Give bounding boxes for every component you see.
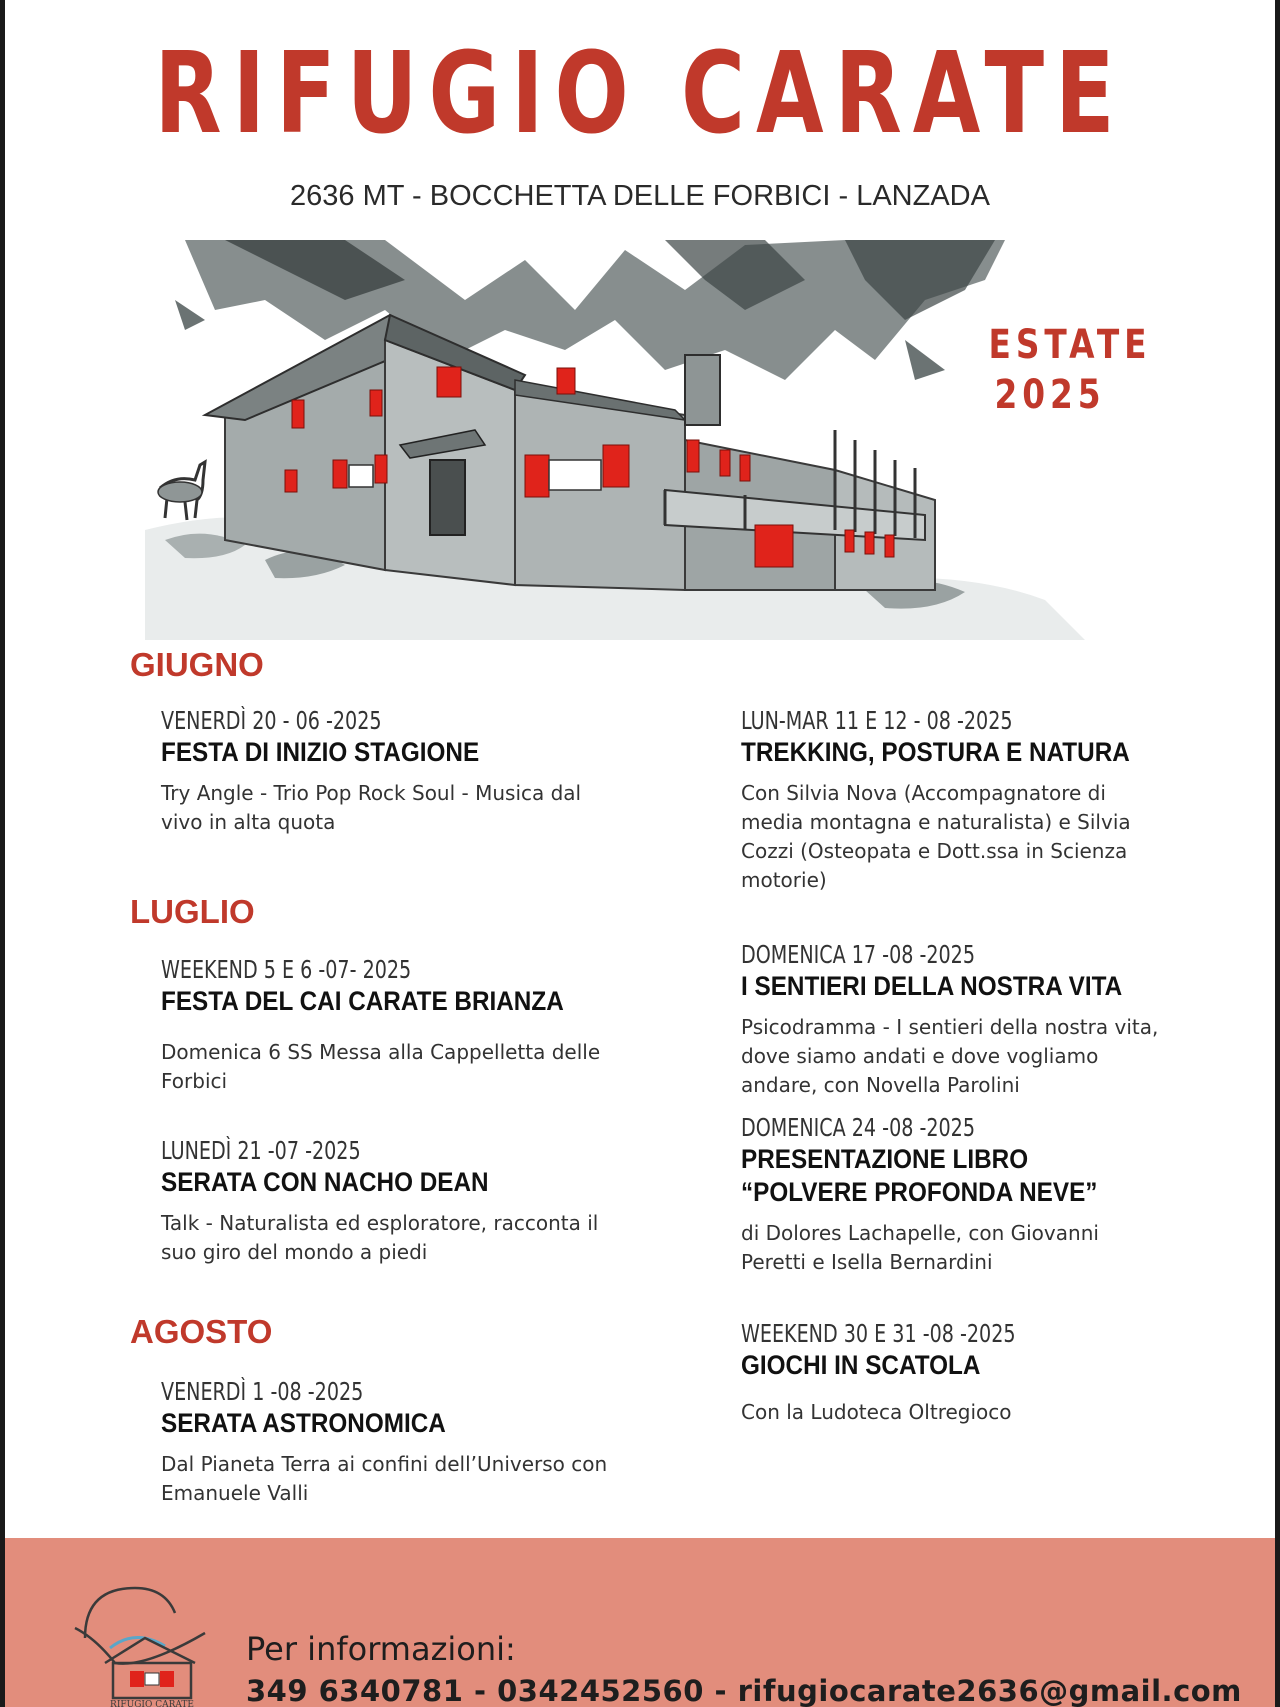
event-description: Try Angle - Trio Pop Rock Soul - Musica dal vivo in alta quota [161,781,582,834]
event-title: PRESENTAZIONE LIBRO “POLVERE PROFONDA NEVE” [741,1144,1098,1207]
event-presentazione-libro [741,1113,1161,1277]
event-description: Domenica 6 SS Messa alla Cappelletta delle Forbici [161,1040,601,1093]
month-heading-agosto: AGOSTO [130,1313,273,1350]
poster-page [5,0,1275,1707]
event-title: FESTA DEL CAI CARATE BRIANZA [161,986,564,1016]
logo-text: RIFUGIO CARATE [110,1700,194,1707]
event-date: WEEKEND 5 E 6 -07- 2025 [161,955,412,984]
event-title: SERATA ASTRONOMICA [161,1408,446,1438]
event-description: Con la Ludoteca Oltregioco [741,1400,1012,1424]
event-date: VENERDÌ 20 - 06 -2025 [161,706,382,735]
poster-title: RIFUGIO CARATE [154,29,1126,159]
event-trekking-postura [741,706,1161,895]
event-description: Con Silvia Nova (Accompagnatore di media montagna e naturalista) e Silvia Cozzi (Osteopata e Dott.ssa in Scienza motorie) [741,781,1131,892]
event-description: Talk - Naturalista ed esploratore, racconta il suo giro del mondo a piedi [161,1211,599,1264]
poster-subtitle: 2636 MT - BOCCHETTA DELLE FORBICI - LANZADA [290,180,990,212]
event-title: GIOCHI IN SCATOLA [741,1350,981,1380]
season-badge [988,320,1152,420]
event-description: Psicodramma - I sentieri della nostra vita, dove siamo andati e dove vogliamo andare, con Novella Parolini [741,1015,1159,1097]
hut-illustration [145,240,1105,640]
event-date: DOMENICA 17 -08 -2025 [741,940,976,969]
event-title: TREKKING, POSTURA E NATURA [741,737,1130,767]
event-date: DOMENICA 24 -08 -2025 [741,1113,976,1142]
rifugio-logo-icon [65,1568,215,1707]
season-year: 2025 [994,372,1106,418]
footer-band [5,1538,1275,1707]
event-festa-cai [161,955,621,1096]
event-title: FESTA DI INIZIO STAGIONE [161,737,480,767]
event-serata-nacho-dean [161,1136,621,1267]
event-sentieri-nostra-vita [741,940,1161,1100]
event-title: I SENTIERI DELLA NOSTRA VITA [741,971,1123,1001]
event-serata-astronomica [161,1377,621,1508]
season-label: ESTATE [988,322,1152,368]
event-date: LUNEDÌ 21 -07 -2025 [161,1136,361,1165]
event-title: SERATA CON NACHO DEAN [161,1167,489,1197]
event-description: di Dolores Lachapelle, con Giovanni Peretti e Isella Bernardini [741,1221,1099,1274]
event-date: LUN-MAR 11 E 12 - 08 -2025 [741,706,1013,735]
event-festa-inizio-stagione [161,706,621,837]
info-label: Per informazioni: [246,1630,516,1668]
contact-line: 349 6340781 - 0342452560 - rifugiocarate2636@gmail.com [246,1674,1242,1707]
event-description: Dal Pianeta Terra ai confini dell’Universo con Emanuele Valli [161,1452,608,1505]
event-giochi-in-scatola [741,1319,1161,1427]
event-date: VENERDÌ 1 -08 -2025 [161,1377,364,1406]
month-heading-giugno: GIUGNO [130,646,264,683]
month-heading-luglio: LUGLIO [130,893,255,930]
event-date: WEEKEND 30 E 31 -08 -2025 [741,1319,1016,1348]
